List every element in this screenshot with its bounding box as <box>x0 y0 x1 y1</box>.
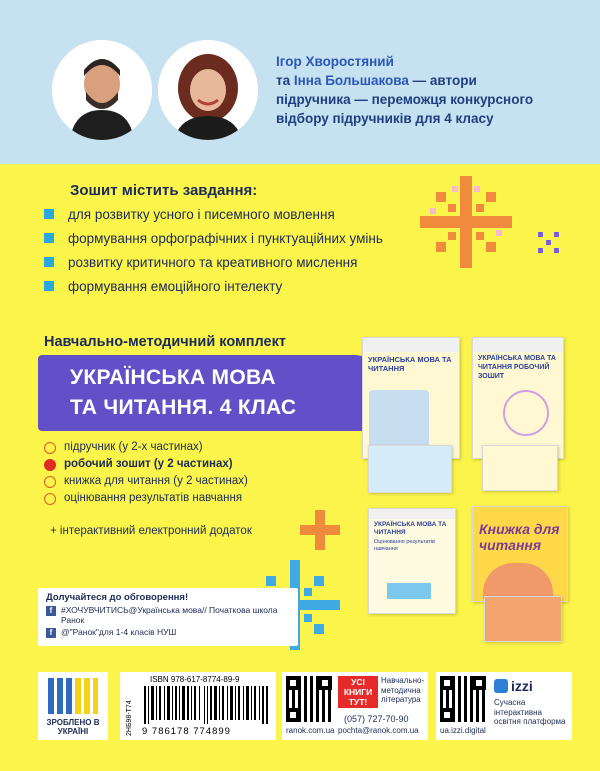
authors-text-2: підручника — переможця конкурсного <box>276 92 534 107</box>
discussion-row[interactable] <box>46 605 290 625</box>
ranok-phone: (057) 727-70-90 <box>344 714 409 724</box>
list-item: оцінювання результатів навчання <box>44 491 248 508</box>
made-in-ukraine-badge <box>38 672 108 740</box>
isbn-label: ISBN 978-617-8774-89-9 <box>150 675 240 684</box>
book-cover-textbook-part-2[interactable] <box>368 445 452 493</box>
facebook-icon: f <box>46 606 56 616</box>
izzi-logo-icon <box>494 679 508 693</box>
book-title: УКРАЇНСЬКА МОВА ТА ЧИТАННЯ РОБОЧИЙ ЗОШИТ <box>478 355 556 380</box>
facebook-icon: f <box>46 628 56 638</box>
book-title: Книжка для читання <box>479 521 560 553</box>
barcode-number: 9 786178 774899 <box>142 726 231 737</box>
discussion-row[interactable] <box>46 627 290 638</box>
kit-title: Навчально-методичний комплект <box>44 334 286 350</box>
author-photo-woman <box>158 40 258 140</box>
izzi-description: Сучасна інтерактивна освітня платформа <box>494 698 566 726</box>
embroidery-ornament-orange <box>416 172 516 272</box>
tasks-title: Зошит містить завдання: <box>70 182 258 199</box>
ranok-qr-code[interactable] <box>286 676 332 722</box>
book-title: УКРАЇНСЬКА МОВА ТА ЧИТАННЯ <box>374 521 447 536</box>
authors-description <box>276 52 586 128</box>
ranok-box <box>282 672 428 740</box>
izzi-site[interactable]: ua.izzi.digital <box>440 726 486 735</box>
barcode-box <box>120 672 276 740</box>
list-item: розвитку критичного та креативного мислення <box>44 253 383 277</box>
tasks-list <box>44 205 383 301</box>
made-in-ukraine-icon <box>48 678 98 714</box>
book-cover-workbook-part-2[interactable] <box>482 445 558 491</box>
izzi-logo <box>494 678 533 694</box>
ranok-email[interactable]: pochta@ranok.com.ua <box>338 726 419 735</box>
list-item-active: робочий зошит (у 2 частинах) <box>44 457 248 474</box>
made-in-ukraine-label: ЗРОБЛЕНО В УКРАЇНІ <box>46 718 100 736</box>
book-cover-workbook[interactable] <box>472 337 564 459</box>
cross-ornament <box>300 510 340 550</box>
authors-text-3: відбору підручників для 4 класу <box>276 111 494 126</box>
discussion-box <box>38 588 298 646</box>
side-number: 2НБ98-Т74 <box>126 700 133 736</box>
book-cover-assessment[interactable] <box>368 508 456 614</box>
author-photo-man <box>52 40 152 140</box>
ranok-badge: УСІ КНИГИ ТУТ! <box>338 676 378 708</box>
list-item: для розвитку усного і писемного мовлення <box>44 205 383 229</box>
izzi-logo-text: izzi <box>511 678 533 694</box>
list-item: книжка для читання (у 2 частинах) <box>44 474 248 491</box>
discussion-title: Долучайтеся до обговорення! <box>46 592 189 603</box>
kit-list <box>44 440 248 508</box>
list-item: формування орфографічних і пунктуаційних умінь <box>44 229 383 253</box>
discussion-page-link[interactable]: @"Ранок"для 1-4 класів НУШ <box>61 627 177 637</box>
kit-banner <box>38 355 384 431</box>
author-name-1: Ігор Хворостяний <box>276 54 394 69</box>
list-item: формування емоційного інтелекту <box>44 277 383 301</box>
author-name-2: Інна Большакова <box>293 73 409 88</box>
kit-banner-line-1: УКРАЇНСЬКА МОВА <box>70 366 276 389</box>
izzi-box <box>436 672 572 740</box>
ranok-site[interactable]: ranok.com.ua <box>286 726 335 735</box>
pixel-ornament-small <box>538 232 560 254</box>
book-cover-textbook[interactable] <box>362 337 460 459</box>
list-item: підручник (у 2-х частинах) <box>44 440 248 457</box>
izzi-qr-code[interactable] <box>440 676 486 722</box>
book-subtitle: Оцінювання результатів навчання <box>374 539 436 552</box>
ranok-description: Навчально-методична література <box>381 676 425 704</box>
authors-text-1: — автори <box>408 73 477 88</box>
kit-banner-line-2: ТА ЧИТАННЯ. 4 КЛАС <box>70 396 297 419</box>
barcode-image <box>144 686 268 724</box>
kit-extra: + інтерактивний електронний додаток <box>50 525 252 537</box>
book-title: УКРАЇНСЬКА МОВА ТА ЧИТАННЯ <box>368 355 452 373</box>
discussion-group-link[interactable]: #ХОЧУВЧИТИСЬ@Українська мова// Початкова школа Ранок <box>61 605 278 625</box>
authors-connector: та <box>276 73 291 88</box>
book-cover-reader[interactable] <box>472 506 568 602</box>
book-cover-reader-part-2[interactable] <box>484 596 562 642</box>
